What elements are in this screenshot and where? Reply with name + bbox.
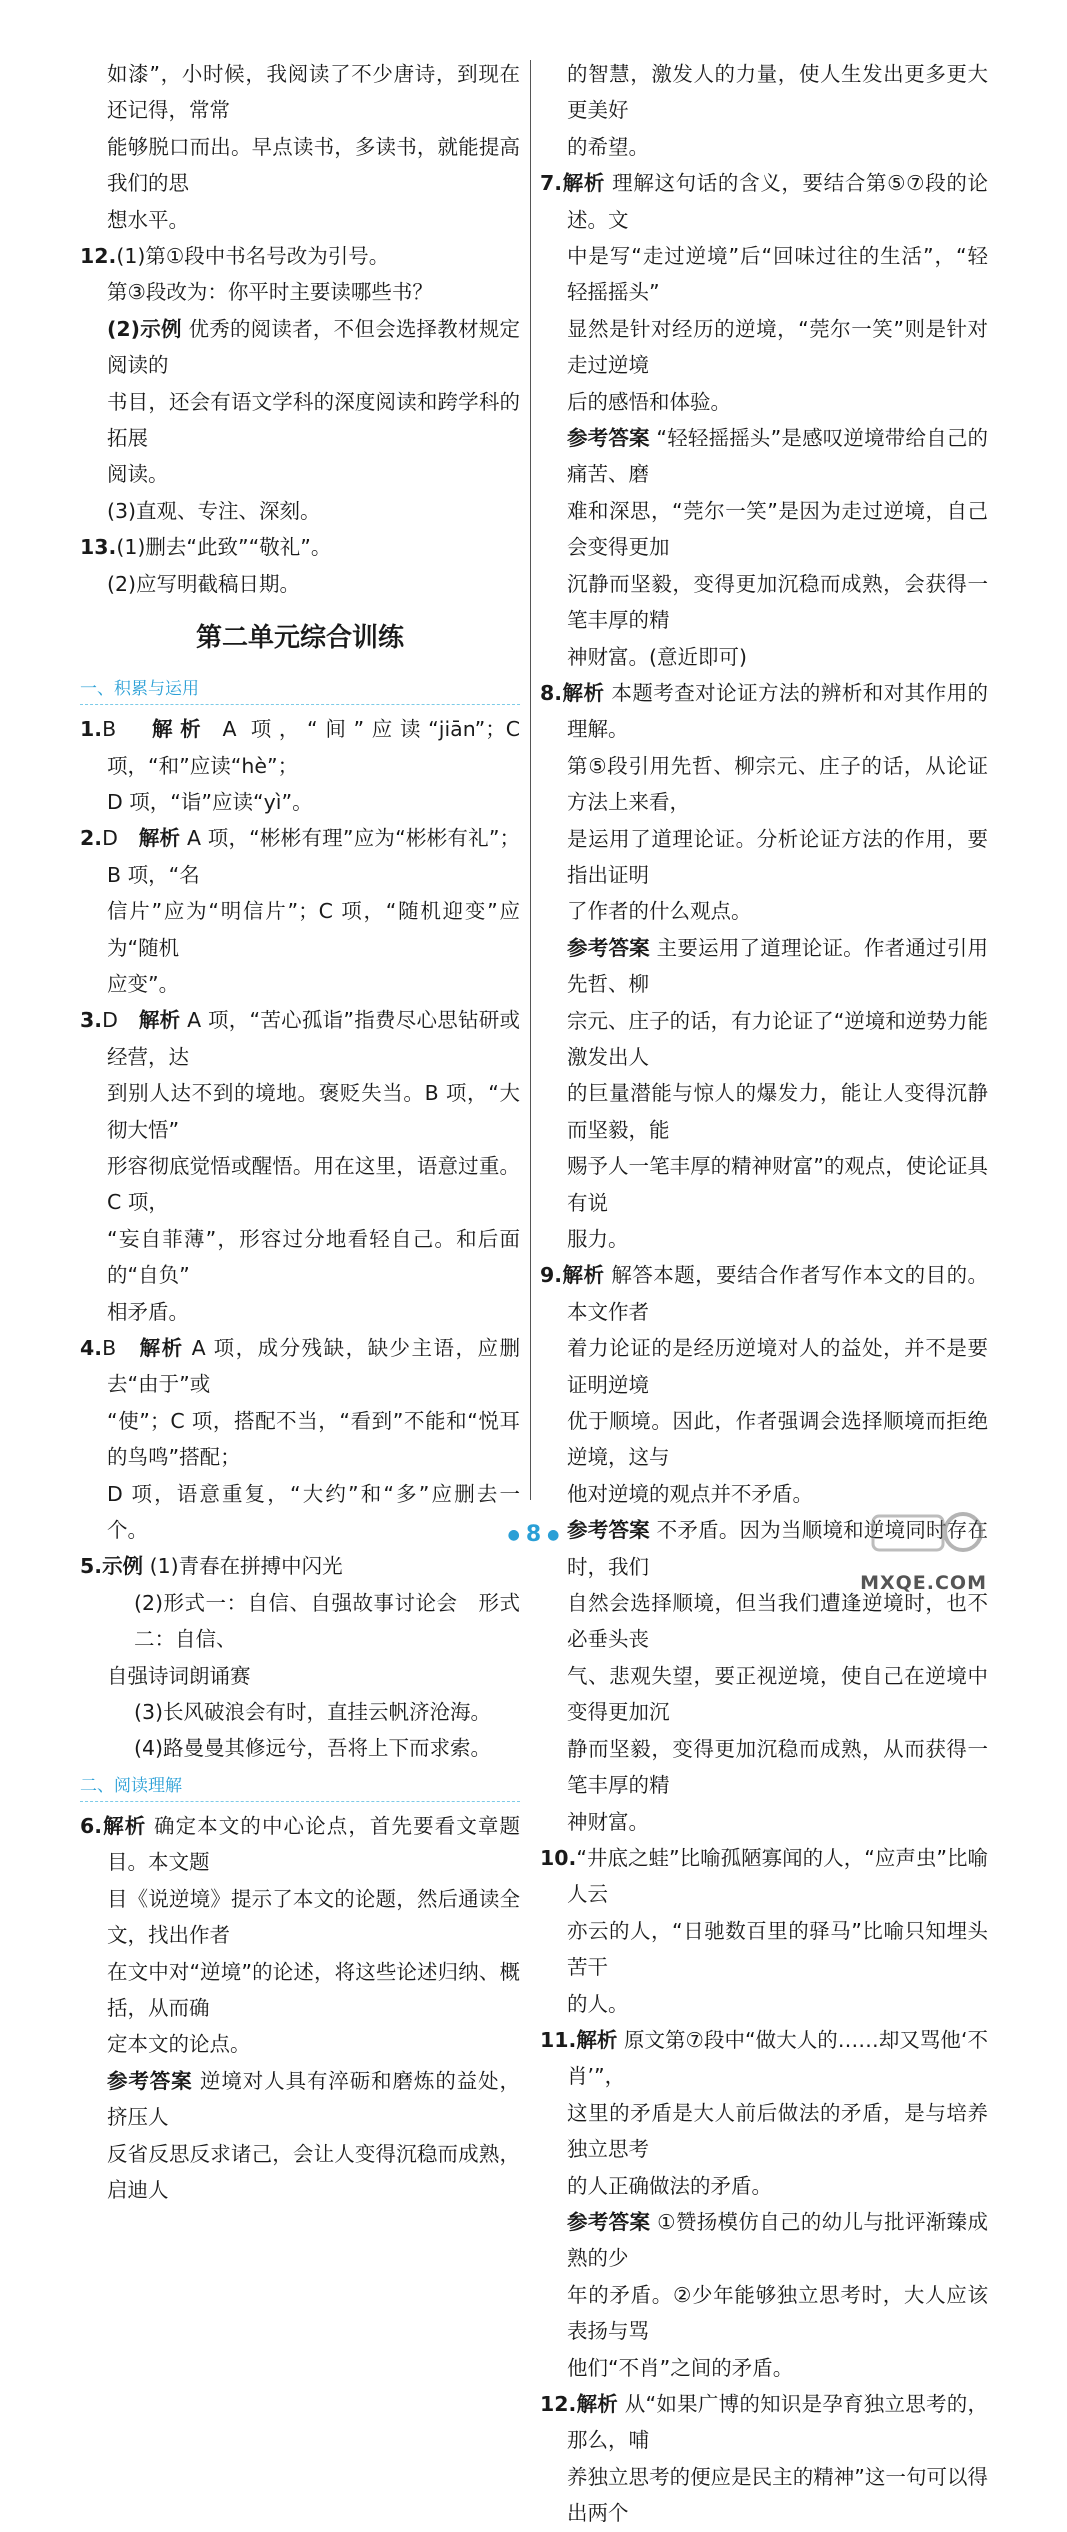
answer-letter: B [102,717,117,742]
text-line: “井底之蛙”比喻孤陋寡闻的人，“应声虫”比喻人云 [567,1845,988,1907]
answer-label: 参考答案 [567,426,650,451]
text-line: “使”；C 项，搭配不当，“看到”不能和“悦耳的鸟鸣”搭配； [107,1408,520,1470]
question-9 [540,1257,988,1330]
text-line: ①赞扬模仿自己的幼儿与批评渐臻成熟的少 [567,2209,988,2271]
question-number: 9. [540,1263,563,1288]
text-line: 他对逆境的观点并不矛盾。 [567,1481,813,1506]
analysis-label: 解析 [151,717,209,742]
example-label: (2)示例 [107,316,182,341]
question-number: 7. [540,171,563,196]
text-line: A 项，“苦心孤诣”指费尽心思钻研或经营，达 [107,1008,521,1069]
text-line [540,420,988,493]
text-line: 亦云的人，“日驰数百里的驿马”比喻只知埋头苦干 [567,1918,988,1980]
text-line: 信片”应为“明信片”；C 项，“随机迎变”应为“随机 [107,899,520,960]
column-divider [530,60,531,1500]
text-line: 神财富。(意近即可) [567,644,747,669]
question-number: 6. [80,1813,103,1838]
question-8 [540,675,988,748]
question-number: 11. [540,2027,577,2052]
text-line: 主要运用了道理论证。作者通过引用先哲、柳 [567,935,989,997]
answer-letter: D [102,1008,118,1033]
text-line: “轻轻摇摇头”是感叹逆境带给自己的痛苦、磨 [567,426,988,487]
question-12b [540,2386,988,2459]
answer-label: 参考答案 [567,2209,651,2234]
text-line: 如漆”，小时候，我阅读了不少唐诗，到现在还记得，常常 [107,62,520,123]
analysis-label: 解析 [576,2027,618,2052]
text-line: 解答本题，要结合作者写作本文的目的。本文作者 [567,1263,989,1324]
text-line: 本题考查对论证方法的辨析和对其作用的理解。 [567,680,989,742]
question-4 [80,1330,520,1403]
text-line: 中是写“走过逆境”后“回味过往的生活”，“轻轻摇摇头” [567,244,988,305]
text-line: 书目，还会有语文学科的深度阅读和跨学科的拓展 [107,389,520,451]
text-line: 服力。 [567,1227,629,1251]
question-number: 8. [540,680,563,705]
question-number: 2. [80,826,103,851]
question-number: 10. [540,1845,577,1870]
text-line: 宗元、庄子的话，有力论证了“逆境和逆势力能激发出人 [567,1008,988,1069]
text-line: (2)应写明截稿日期。 [107,571,301,596]
question-number: 5. [80,1554,103,1579]
page-number-value: 8 [525,1522,542,1547]
section-heading: 一、积累与运用 [80,674,520,705]
text-line: 年的矛盾。②少年能够独立思考时，大人应该表扬与骂 [567,2282,988,2344]
text-line: 原文第⑦段中“做大人的……却又骂他‘不肖’”， [567,2027,989,2089]
text-line: (1)删去“此致”“敬礼”。 [116,535,332,560]
text-line: 赐予人一笔丰厚的精神财富”的观点，使论证具有说 [567,1154,988,1215]
text-line: 阅读。 [107,462,169,487]
analysis-label: 解析 [139,1336,184,1360]
text-line: 气、悲观失望，要正视逆境，使自己在逆境中变得更加沉 [567,1663,988,1725]
text-line: 理解这句话的含义，要结合第⑤⑦段的论述。文 [567,171,988,232]
text-line: 逆境对人具有淬砺和磨炼的益处，挤压人 [107,2068,521,2130]
analysis-label: 解析 [562,171,606,196]
text-line: 自然会选择顺境，但当我们遭逢逆境时，也不必垂头丧 [567,1591,988,1652]
question-5 [80,1548,520,1584]
text-line: 优于顺境。因此，作者强调会选择顺境而拒绝逆境，这与 [567,1409,988,1470]
text-line: 的人。 [567,1991,629,2016]
text-line: (3)直观、专注、深刻。 [107,498,321,523]
text-line: 的希望。 [567,134,649,159]
text-line: 显然是针对经历的逆境，“莞尔一笑”则是针对走过逆境 [567,316,988,378]
text-line: 的智慧，激发人的力量，使人生发出更多更大更美好 [567,62,988,123]
text-line: 第③段改为：你平时主要读哪些书？ [107,280,433,305]
text-line: 他们“不肖”之间的矛盾。 [567,2355,794,2380]
answer-letter: B [102,1336,117,1360]
text-line: (3)长风破浪会有时，直挂云帆济沧海。 [134,1700,492,1725]
question-3 [80,1002,520,1075]
question-11 [540,2022,988,2095]
text-line [540,2204,988,2277]
text-line: A 项，成分残缺，缺少主语，应删去“由于”或 [107,1336,521,1397]
text-line: 沉静而坚毅，变得更加沉稳而成熟，会获得一笔丰厚的精 [567,571,988,633]
example-label: 示例 [102,1554,144,1579]
right-column [540,56,988,2532]
text-line: 反省反思反求诸己，会让人变得沉稳而成熟，启迪人 [107,2141,520,2202]
text-line: 的人正确做法的矛盾。 [567,2173,772,2198]
text-line: (2)形式一：自信、自强故事讨论会 形式二：自信、 [134,1590,520,1652]
text-line: (1)青春在拼搏中闪光 [143,1554,343,1579]
analysis-label: 解析 [138,826,181,851]
text-line: 着力论证的是经历逆境对人的益处，并不是要证明逆境 [567,1336,988,1397]
text-line: 后的感悟和体验。 [567,389,731,414]
text-line: (4)路曼曼其修远兮，吾将上下而求索。 [134,1736,492,1761]
text-line: 自强诗词朗诵赛 [107,1663,251,1688]
text-line: 静而坚毅，变得更加沉稳而成熟，从而获得一笔丰厚的精 [567,1736,988,1798]
text-line: 神财富。 [567,1809,649,1834]
text-line: 形容彻底觉悟或醒悟。用在这里，语意过重。C 项， [107,1153,520,1215]
text-line: 能够脱口而出。早点读书，多读书，就能提高我们的思 [107,134,520,196]
text-line: 第⑤段引用先哲、柳宗元、庄子的话，从论证方法上来看， [567,753,988,815]
text-line: “妄自菲薄”，形容过分地看轻自己。和后面的“自负” [107,1226,520,1288]
text-line: D 项，“诣”应读“yì”。 [107,789,313,814]
analysis-label: 解析 [562,680,605,705]
dot-icon: ● [507,1527,520,1543]
text-line: 这里的矛盾是大人前后做法的矛盾，是与培养独立思考 [567,2100,988,2162]
question-number: 12. [540,2392,577,2416]
question-number: 13. [80,535,117,560]
answer-label: 参考答案 [567,935,650,960]
question-12 [80,238,520,274]
answer-label: 参考答案 [567,1518,650,1543]
question-number: 1. [80,717,103,742]
text-line: (1)第①段中书名号改为引号。 [116,244,390,269]
watermark-text: MXQE.COM [860,1572,987,1594]
analysis-label: 解析 [102,1813,147,1838]
question-2 [80,820,520,893]
text-line: 从“如果广博的知识是孕育独立思考的，那么，哺 [567,2392,988,2453]
text-line: 定本文的论点。 [107,2032,251,2057]
text-line: 了作者的什么观点。 [567,899,752,924]
question-1 [80,711,520,784]
question-number: 3. [80,1008,103,1033]
question-13 [80,529,520,565]
question-6 [80,1808,520,1881]
section-heading: 二、阅读理解 [80,1771,520,1802]
question-10 [540,1840,988,1913]
text-line [80,2063,520,2136]
text-line: A 项，“彬彬有理”应为“彬彬有礼”；B 项，“名 [107,826,520,887]
answer-letter: D [102,826,118,851]
text-line [80,311,520,384]
analysis-label: 解析 [576,2392,619,2416]
text-line: 养独立思考的便应是民主的精神”这一句可以得出两个 [567,2464,988,2526]
answer-label: 参考答案 [107,2068,193,2093]
text-line: 的巨量潜能与惊人的爆发力，能让人变得沉静而坚毅，能 [567,1081,988,1142]
analysis-label: 解析 [138,1008,181,1033]
text-line: 目《说逆境》提示了本文的论题，然后通读全文，找出作者 [107,1886,520,1948]
dot-icon: ● [547,1527,560,1543]
text-line: 优秀的阅读者，不但会选择教材规定阅读的 [107,316,520,378]
question-number: 12. [80,244,117,269]
question-number: 4. [80,1336,103,1360]
text-line: 确定本文的中心论点，首先要看文章题目。本文题 [107,1813,521,1875]
text-line: 相矛盾。 [107,1299,189,1324]
analysis-label: 解析 [562,1263,605,1288]
text-line: A 项，“间”应读“jiān”；C 项，“和”应读“hè”； [107,717,521,778]
text-line: 应变”。 [107,971,180,996]
text-line: 难和深思，“莞尔一笑”是因为走过逆境，自己会变得更加 [567,498,988,560]
question-7 [540,165,988,238]
text-line: 是运用了道理论证。分析论证方法的作用，要指出证明 [567,826,988,887]
left-column [80,56,520,2208]
text-line: 想水平。 [107,207,189,232]
text-line: D 项，语意重复，“大约”和“多”应删去一个。 [107,1481,520,1543]
text-line: 不矛盾。因为当顺境和逆境同时存在时，我们 [567,1518,989,1579]
text-line [540,930,988,1003]
text-line: 到别人达不到的境地。褒贬失当。B 项，“大彻大悟” [107,1081,520,1142]
unit-title: 第二单元综合训练 [195,623,404,654]
text-line: 在文中对“逆境”的论述，将这些论述归纳、概括，从而确 [107,1959,520,2020]
